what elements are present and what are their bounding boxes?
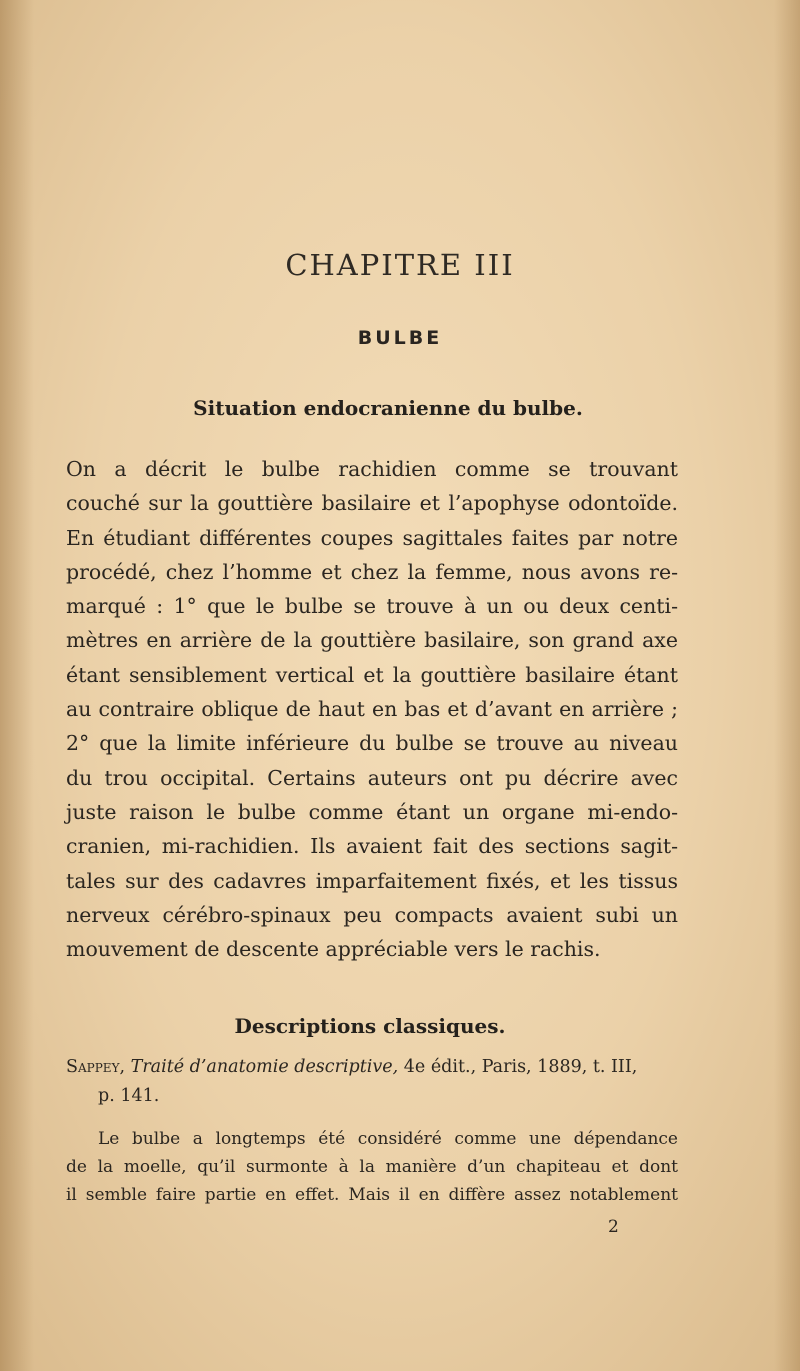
quote-line: il semble faire partie en effet. Mais il en diffère assez notablement [66,1185,678,1205]
text-line: du trou occipital. Certains auteurs ont pu décrire avec [66,765,678,790]
chapter-title: CHAPITRE III [285,248,515,282]
reference-pages: p. 141. [98,1086,160,1106]
reference-title: Traité d’anatomie descriptive, [130,1057,399,1077]
text-line: couché sur la gouttière basilaire et l’apophyse odontoïde. [66,491,678,516]
text-line: mouvement de descente appréciable vers le rachis. [66,937,601,962]
text-line: mètres en arrière de la gouttière basilaire, son grand axe [66,628,678,653]
text-line: On a décrit le bulbe rachidien comme se trouvant [66,457,678,481]
page-edge-shadow-right [774,0,800,1371]
text-line: au contraire oblique de haut en bas et d’avant en arrière ; [66,697,678,722]
quote-line: Le bulbe a longtemps été considéré comme une dépendance [98,1129,678,1149]
page-number: 2 [608,1217,619,1237]
reference-line [66,1053,678,1082]
reference-details: 4e édit., Paris, 1889, t. III, [403,1057,638,1077]
reference-author: Sappey, [66,1057,126,1077]
text-line: tales sur des cadavres imparfaitement fixés, et les tissus [66,868,678,893]
subheading-situation: Situation endocranienne du bulbe. [193,396,583,420]
subheading-descriptions: Descriptions classiques. [234,1014,506,1038]
quote-line: de la moelle, qu’il surmonte à la manière d’un chapiteau et dont [66,1157,678,1177]
text-line: cranien, mi-rachidien. Ils avaient fait des sections sagit- [66,834,678,859]
text-line: étant sensiblement vertical et la gouttière basilaire étant [66,662,678,687]
paragraph-situation [66,452,678,966]
quoted-passage [66,1125,678,1209]
text-line: juste raison le bulbe comme étant un organe mi-endo- [66,799,678,824]
text-line: En étudiant différentes coupes sagittales faites par notre [66,525,678,550]
page-edge-shadow-left [0,0,34,1371]
text-line: procédé, chez l’homme et chez la femme, nous avons re- [66,559,678,584]
text-line: marqué : 1° que le bulbe se trouve à un ou deux centi- [66,594,678,619]
bibliographic-reference [66,1053,678,1111]
text-line: 2° que la limite inférieure du bulbe se trouve au niveau [66,731,678,756]
section-title: BULBE [357,327,443,349]
text-line: nerveux cérébro-spinaux peu compacts avaient subi un [66,902,678,927]
